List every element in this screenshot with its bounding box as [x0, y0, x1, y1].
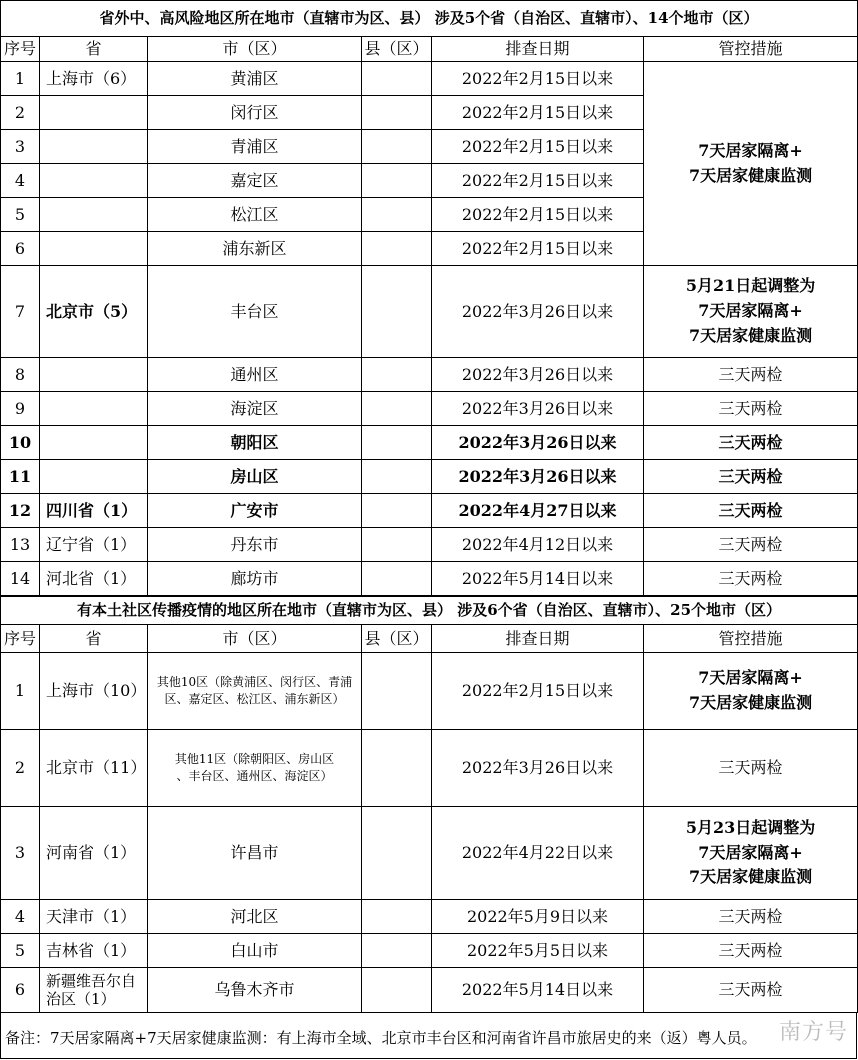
row-date: 2022年5月14日以来	[432, 562, 644, 596]
row-province: 四川省（1）	[40, 494, 148, 528]
row-province: 辽宁省（1）	[40, 528, 148, 562]
row-county	[362, 426, 432, 460]
row-city: 房山区	[148, 460, 362, 494]
row-date: 2022年5月5日以来	[432, 934, 644, 968]
row-date: 2022年3月26日以来	[432, 460, 644, 494]
row-county	[362, 934, 432, 968]
row-county	[362, 232, 432, 266]
row-no: 3	[1, 130, 40, 164]
row-date: 2022年4月22日以来	[432, 807, 644, 900]
table-row	[1, 460, 858, 494]
row-province	[40, 130, 148, 164]
row-county	[362, 900, 432, 934]
header-no: 序号	[1, 625, 40, 653]
table-row	[1, 426, 858, 460]
row-province	[40, 392, 148, 426]
row-province: 新疆维吾尔自治区（1）	[40, 968, 148, 1013]
row-measure: 三天两检	[644, 392, 858, 426]
row-county	[362, 96, 432, 130]
row-no: 5	[1, 198, 40, 232]
measure-line: 7天居家隔离+	[698, 668, 803, 688]
row-no: 12	[1, 494, 40, 528]
row-date: 2022年4月27日以来	[432, 494, 644, 528]
row-county	[362, 653, 432, 730]
measure-line: 7天居家健康监测	[688, 165, 813, 185]
table-row	[1, 62, 858, 96]
table-row	[1, 730, 858, 807]
row-date: 2022年2月15日以来	[432, 653, 644, 730]
row-measure: 三天两检	[644, 562, 858, 596]
city-line: 、丰台区、通州区、海淀区）	[176, 769, 333, 783]
row-province: 天津市（1）	[40, 900, 148, 934]
row-city: 浦东新区	[148, 232, 362, 266]
row-city	[148, 653, 362, 730]
table-row	[1, 968, 858, 1013]
row-measure	[644, 653, 858, 730]
row-measure: 三天两检	[644, 730, 858, 807]
row-no: 6	[1, 232, 40, 266]
row-county	[362, 358, 432, 392]
row-province: 河南省（1）	[40, 807, 148, 900]
row-city: 廊坊市	[148, 562, 362, 596]
row-county	[362, 62, 432, 96]
city-line: 区、嘉定区、松江区、浦东新区）	[164, 692, 345, 706]
row-no: 8	[1, 358, 40, 392]
header-no: 序号	[1, 37, 40, 62]
row-province: 河北省（1）	[40, 562, 148, 596]
row-no: 7	[1, 266, 40, 358]
section1-header-row	[1, 37, 858, 62]
row-province	[40, 460, 148, 494]
row-city: 松江区	[148, 198, 362, 232]
section2-header-row	[1, 625, 858, 653]
row-date: 2022年3月26日以来	[432, 358, 644, 392]
row-no: 4	[1, 164, 40, 198]
header-prov: 省	[40, 37, 148, 62]
row-city: 青浦区	[148, 130, 362, 164]
row-date: 2022年3月26日以来	[432, 266, 644, 358]
row-measure: 三天两检	[644, 358, 858, 392]
header-county: 县（区）	[362, 37, 432, 62]
row-city: 白山市	[148, 934, 362, 968]
row-date: 2022年3月26日以来	[432, 392, 644, 426]
table-row	[1, 392, 858, 426]
measure-line: 7天居家隔离+	[698, 842, 803, 862]
row-city: 嘉定区	[148, 164, 362, 198]
row-city: 黄浦区	[148, 62, 362, 96]
row-city: 闵行区	[148, 96, 362, 130]
row-city: 许昌市	[148, 807, 362, 900]
measure-line: 7天居家隔离+	[698, 301, 803, 321]
row-measure: 三天两检	[644, 900, 858, 934]
row-city: 乌鲁木齐市	[148, 968, 362, 1013]
table-row	[1, 900, 858, 934]
row-no: 4	[1, 900, 40, 934]
row-no: 10	[1, 426, 40, 460]
row-city: 河北区	[148, 900, 362, 934]
row-no: 11	[1, 460, 40, 494]
row-no: 1	[1, 62, 40, 96]
row-date: 2022年2月15日以来	[432, 164, 644, 198]
row-date: 2022年3月26日以来	[432, 426, 644, 460]
row-date: 2022年5月14日以来	[432, 968, 644, 1013]
header-county: 县（区）	[362, 625, 432, 653]
table-row	[1, 266, 858, 358]
row-province: 吉林省（1）	[40, 934, 148, 968]
row-county	[362, 198, 432, 232]
row-no: 2	[1, 730, 40, 807]
section2-title: 有本土社区传播疫情的地区所在地市（直辖市为区、县） 涉及6个省（自治区、直辖市）、25个地市（区）	[1, 597, 858, 625]
row-measure: 三天两检	[644, 968, 858, 1013]
header-date: 排查日期	[432, 37, 644, 62]
row-city: 海淀区	[148, 392, 362, 426]
row-no: 6	[1, 968, 40, 1013]
header-measure: 管控措施	[644, 625, 858, 653]
row-measure: 三天两检	[644, 528, 858, 562]
row-no: 5	[1, 934, 40, 968]
row-date: 2022年3月26日以来	[432, 730, 644, 807]
table-row	[1, 934, 858, 968]
row-county	[362, 266, 432, 358]
row-province	[40, 96, 148, 130]
measure-line: 7天居家隔离+	[698, 140, 803, 160]
row-county	[362, 164, 432, 198]
row-date: 2022年2月15日以来	[432, 130, 644, 164]
row-province: 上海市（6）	[40, 62, 148, 96]
row-city: 丰台区	[148, 266, 362, 358]
row-measure	[644, 807, 858, 900]
row-county	[362, 968, 432, 1013]
community-spread-table	[0, 596, 858, 1013]
header-date: 排查日期	[432, 625, 644, 653]
row-county	[362, 130, 432, 164]
row-county	[362, 730, 432, 807]
row-city: 丹东市	[148, 528, 362, 562]
row-no: 13	[1, 528, 40, 562]
row-city	[148, 730, 362, 807]
table-row	[1, 358, 858, 392]
city-line: 其他11区（除朝阳区、房山区	[174, 751, 335, 766]
row-date: 2022年2月15日以来	[432, 96, 644, 130]
row-no: 9	[1, 392, 40, 426]
measure-line: 7天居家健康监测	[688, 325, 813, 345]
row-county	[362, 494, 432, 528]
row-county	[362, 528, 432, 562]
row-province: 北京市（5）	[40, 266, 148, 358]
table-row	[1, 494, 858, 528]
measure-line: 7天居家健康监测	[688, 693, 813, 712]
header-city: 市（区）	[148, 37, 362, 62]
section1-title: 省外中、高风险地区所在地市（直辖市为区、县） 涉及5个省（自治区、直辖市）、14个地市（区）	[1, 1, 858, 37]
measure-line: 5月23日起调整为	[685, 817, 816, 837]
row-county	[362, 460, 432, 494]
row-county	[362, 392, 432, 426]
watermark: 南方号	[778, 1020, 848, 1045]
row-city: 朝阳区	[148, 426, 362, 460]
row-province	[40, 358, 148, 392]
measure-line: 5月21日起调整为	[685, 276, 816, 296]
row-date: 2022年2月15日以来	[432, 198, 644, 232]
row-county	[362, 807, 432, 900]
table-row	[1, 528, 858, 562]
row-province: 北京市（11）	[40, 730, 148, 807]
row-measure: 三天两检	[644, 494, 858, 528]
table-row	[1, 653, 858, 730]
header-city: 市（区）	[148, 625, 362, 653]
row-county	[362, 562, 432, 596]
row-province: 上海市（10）	[40, 653, 148, 730]
row-date: 2022年4月12日以来	[432, 528, 644, 562]
row-no: 3	[1, 807, 40, 900]
row-no: 1	[1, 653, 40, 730]
header-measure: 管控措施	[644, 37, 858, 62]
row-measure: 三天两检	[644, 426, 858, 460]
header-prov: 省	[40, 625, 148, 653]
row-no: 14	[1, 562, 40, 596]
row-measure	[644, 266, 858, 358]
footnote: 备注：7天居家隔离+7天居家健康监测：有上海市全域、北京市丰台区和河南省许昌市旅居史的来（返）粤人员。	[0, 1012, 857, 1059]
measure-line: 7天居家健康监测	[688, 867, 813, 887]
row-province	[40, 426, 148, 460]
row-date: 2022年2月15日以来	[432, 62, 644, 96]
row-no: 2	[1, 96, 40, 130]
row-province	[40, 232, 148, 266]
city-line: 其他10区（除黄浦区、闵行区、青浦	[156, 674, 353, 689]
row-measure: 三天两检	[644, 460, 858, 494]
row-province	[40, 164, 148, 198]
row-date: 2022年2月15日以来	[432, 232, 644, 266]
row-city: 广安市	[148, 494, 362, 528]
row-city: 通州区	[148, 358, 362, 392]
row-date: 2022年5月9日以来	[432, 900, 644, 934]
row-province	[40, 198, 148, 232]
table-row	[1, 562, 858, 596]
row-measure: 三天两检	[644, 934, 858, 968]
table-row	[1, 807, 858, 900]
shanghai-measure	[644, 62, 858, 266]
